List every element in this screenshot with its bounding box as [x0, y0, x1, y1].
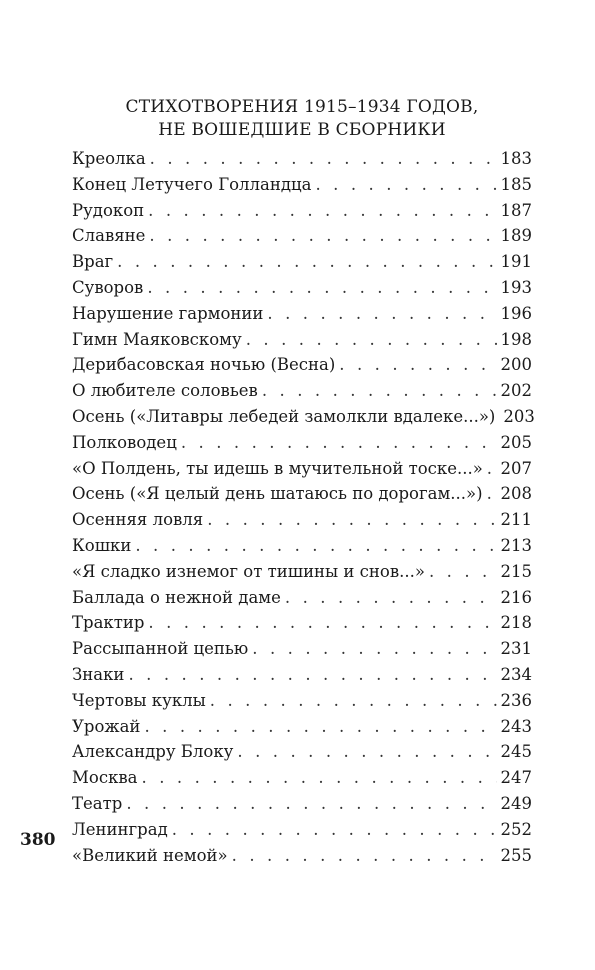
toc-entry-page: 247: [500, 768, 532, 788]
toc-entry: [72, 404, 535, 430]
dot-leader: [237, 739, 496, 765]
toc-entry: [72, 172, 532, 198]
toc-entry: [72, 739, 532, 765]
dot-leader: [128, 662, 496, 688]
toc-entry-page: 213: [500, 535, 532, 555]
toc-entry-page: 207: [500, 458, 532, 478]
dot-leader: [172, 817, 497, 843]
toc-entry: [72, 765, 532, 791]
toc-entry: [72, 636, 532, 662]
toc-entry: [72, 301, 532, 327]
toc-entry: [72, 378, 532, 404]
dot-leader: [144, 714, 496, 740]
toc-entry: [72, 352, 532, 378]
toc-entry-title: Москва: [72, 768, 138, 788]
dot-leader: [147, 275, 496, 301]
toc-entry-title: «О Полдень, ты идешь в мучительной тоске...»: [72, 458, 483, 478]
dot-leader: [429, 559, 497, 585]
toc-entry-page: 202: [500, 381, 532, 401]
dot-leader: [315, 172, 496, 198]
toc-entry: [72, 843, 532, 869]
toc-entry-page: 211: [500, 510, 532, 530]
toc-entry: [72, 559, 532, 585]
toc-entry-title: Осень («Я целый день шатаюсь по дорогам...»): [72, 484, 483, 504]
toc-entry-title: О любителе соловьев: [72, 381, 258, 401]
toc-entry-page: 252: [500, 819, 532, 839]
dot-leader: [181, 430, 497, 456]
toc-entry-page: 189: [500, 226, 532, 246]
toc-entry-title: Чертовы куклы: [72, 690, 206, 710]
toc-entry-page: 196: [500, 303, 532, 323]
dot-leader: [148, 610, 496, 636]
toc-entry-title: Рассыпанной цепью: [72, 639, 249, 659]
toc-entry-page: 200: [500, 355, 532, 375]
dot-leader: [487, 481, 497, 507]
toc-entry-title: Враг: [72, 252, 114, 272]
section-heading: [72, 96, 532, 142]
section-heading-line-1: СТИХОТВОРЕНИЯ 1915–1934 ГОДОВ,: [125, 97, 479, 117]
toc-entry: [72, 533, 532, 559]
toc-entry-title: Урожай: [72, 716, 141, 736]
dot-leader: [142, 765, 497, 791]
dot-leader: [149, 223, 496, 249]
toc-entry-page: 234: [500, 664, 532, 684]
dot-leader: [339, 352, 496, 378]
toc-entry: [72, 585, 532, 611]
toc-entry-title: Кошки: [72, 535, 132, 555]
dot-leader: [246, 327, 497, 353]
toc-entry-title: Суворов: [72, 277, 144, 297]
toc-entry: [72, 146, 532, 172]
toc-entry-title: Осенняя ловля: [72, 510, 204, 530]
toc-entry-page: 208: [500, 484, 532, 504]
toc-entry-title: Александру Блоку: [72, 742, 234, 762]
toc-entry-page: 236: [500, 690, 532, 710]
toc-entry: [72, 249, 532, 275]
dot-leader: [117, 249, 496, 275]
section-heading-line-2: НЕ ВОШЕДШИЕ В СБОРНИКИ: [158, 120, 446, 140]
toc-entry-page: 243: [500, 716, 532, 736]
toc-entry-page: 231: [500, 639, 532, 659]
toc-entry-title: Нарушение гармонии: [72, 303, 264, 323]
toc-entry-title: Баллада о нежной даме: [72, 587, 281, 607]
toc-entry-page: 203: [503, 406, 535, 426]
dot-leader: [126, 791, 496, 817]
toc-entry: [72, 817, 532, 843]
toc-entry-page: 198: [500, 329, 532, 349]
toc-entry-page: 255: [500, 845, 532, 865]
toc-entry: [72, 662, 532, 688]
dot-leader: [232, 843, 497, 869]
toc-entry-title: Конец Летучего Голландца: [72, 174, 312, 194]
toc-entry-page: 245: [500, 742, 532, 762]
toc-entry: [72, 327, 532, 353]
toc-entry-title: Рудокоп: [72, 200, 145, 220]
toc-entry-page: 191: [500, 252, 532, 272]
toc-entry-title: Полководец: [72, 432, 177, 452]
toc-entry-title: Гимн Маяковскому: [72, 329, 242, 349]
dot-leader: [150, 146, 497, 172]
toc-entry-title: Осень («Литавры лебедей замолкли вдалеке...»): [72, 406, 496, 426]
toc-entry-page: 205: [500, 432, 532, 452]
dot-leader: [267, 301, 496, 327]
toc-entry: [72, 688, 532, 714]
toc-entry-title: Креолка: [72, 149, 146, 168]
dot-leader: [135, 533, 496, 559]
page-number: 380: [20, 830, 56, 850]
toc-entry: [72, 507, 532, 533]
toc-entry-page: 185: [500, 174, 532, 194]
toc-entry: [72, 610, 532, 636]
dot-leader: [252, 636, 496, 662]
toc-entry-title: «Я сладко изнемог от тишины и снов...»: [72, 561, 425, 581]
toc-entry-page: 216: [500, 587, 532, 607]
table-of-contents: [72, 146, 535, 868]
dot-leader: [262, 378, 497, 404]
toc-entry-page: 249: [500, 793, 532, 813]
toc-entry-title: Трактир: [72, 613, 145, 633]
dot-leader: [210, 688, 497, 714]
toc-entry-title: Славяне: [72, 226, 146, 246]
toc-entry-page: 193: [500, 277, 532, 297]
toc-entry: [72, 198, 532, 224]
dot-leader: [285, 585, 497, 611]
dot-leader: [148, 198, 496, 224]
toc-entry: [72, 714, 532, 740]
toc-entry-title: Знаки: [72, 664, 125, 684]
toc-entry-title: Театр: [72, 793, 123, 813]
toc-entry-title: Ленинград: [72, 819, 168, 839]
toc-entry: [72, 481, 532, 507]
toc-entry-page: 215: [500, 561, 532, 581]
toc-entry: [72, 223, 532, 249]
toc-entry-page: 187: [500, 200, 532, 220]
toc-entry: [72, 791, 532, 817]
dot-leader: [487, 456, 497, 482]
toc-entry: [72, 456, 532, 482]
toc-entry-page: 183: [500, 149, 532, 168]
toc-entry: [72, 275, 532, 301]
dot-leader: [207, 507, 496, 533]
toc-entry: [72, 430, 532, 456]
toc-entry-page: 218: [500, 613, 532, 633]
toc-entry-title: «Великий немой»: [72, 845, 228, 865]
toc-entry-title: Дерибасовская ночью (Весна): [72, 355, 336, 375]
